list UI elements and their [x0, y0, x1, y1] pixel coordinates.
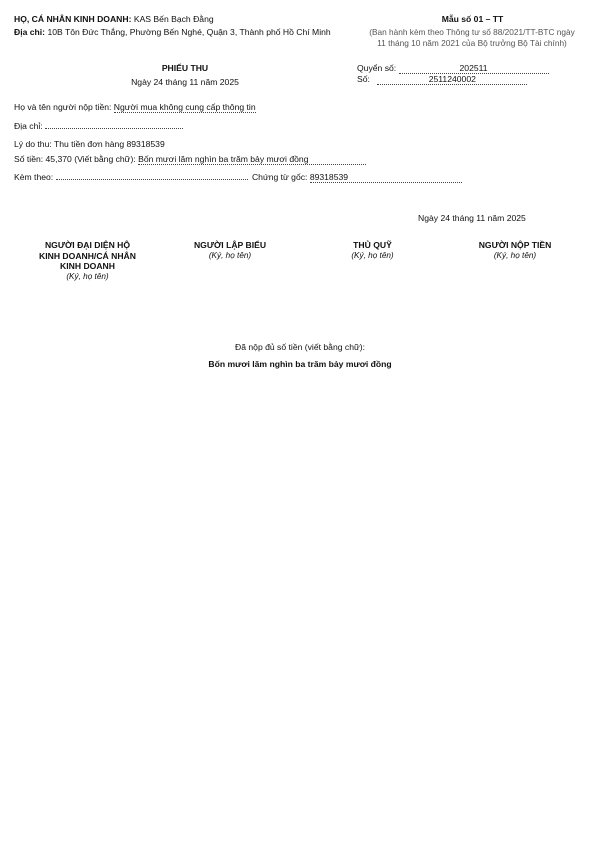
signature-cashier — [320, 240, 425, 261]
receipt-title: PHIẾU THU — [161, 63, 209, 73]
form-note-line2: 11 tháng 10 năm 2021 của Bộ trưởng Bộ Tài chính) — [377, 38, 567, 48]
signature-title-line2: KINH DOANH/CÁ NHÂN — [39, 250, 136, 261]
signature-sub: (Ký, họ tên) — [66, 271, 109, 281]
payer-address-line — [14, 121, 183, 131]
orig-doc-value: 89318539 — [310, 172, 462, 183]
amount-label: Số tiền: 45,370 (Viết bằng chữ): — [14, 154, 136, 164]
business-line — [14, 14, 214, 24]
payer-label: Họ và tên người nộp tiền: — [14, 102, 112, 112]
payer-address-label: Địa chỉ: — [14, 121, 43, 131]
signature-title-line3: KINH DOANH — [60, 261, 115, 271]
book-value: 202511 — [399, 63, 549, 74]
reason-line: Lý do thu: Thu tiền đơn hàng 89318539 — [14, 139, 165, 149]
book-number-line — [357, 63, 549, 74]
business-address-value: 10B Tôn Đức Thắng, Phường Bến Nghé, Quận 3, Thành phố Hồ Chí Minh — [47, 27, 331, 37]
signature-title: THỦ QUỸ — [353, 240, 392, 250]
paid-label: Đã nộp đủ số tiền (viết bằng chữ): — [235, 342, 365, 352]
attachment-label: Kèm theo: — [14, 172, 54, 182]
amount-line — [14, 154, 366, 165]
orig-doc-label: Chứng từ gốc: — [251, 172, 308, 182]
signature-sub: (Ký, họ tên) — [351, 250, 394, 260]
receipt-date: Ngày 24 tháng 11 năm 2025 — [131, 77, 239, 87]
signature-title-line1: NGƯỜI ĐẠI DIỆN HỘ — [44, 240, 131, 250]
signature-sub: (Ký, họ tên) — [208, 250, 252, 260]
business-name: KAS Bến Bạch Đằng — [133, 14, 214, 24]
form-number: Mẫu số 01 – TT — [441, 14, 504, 24]
sign-date: Ngày 24 tháng 11 năm 2025 — [418, 213, 526, 223]
book-label: Quyển số: — [357, 63, 397, 73]
signature-sub: (Ký, họ tên) — [493, 250, 537, 260]
signature-business-rep — [25, 240, 150, 282]
receipt-number-label: Số: — [357, 74, 370, 84]
business-address-line — [14, 27, 331, 37]
signature-payer — [460, 240, 570, 261]
signature-title: NGƯỜI NỘP TIỀN — [478, 240, 552, 250]
signature-title: NGƯỜI LẬP BIỂU — [193, 240, 267, 250]
payer-line — [14, 102, 256, 113]
attachment-line — [14, 172, 462, 183]
receipt-number-value: 2511240002 — [377, 74, 527, 85]
business-label: HỌ, CÁ NHÂN KINH DOANH: — [14, 14, 132, 24]
signature-preparer — [175, 240, 285, 261]
amount-words: Bốn mươi lăm nghìn ba trăm bảy mươi đồng — [138, 154, 366, 165]
receipt-number-line — [357, 74, 527, 85]
form-note-line1: (Ban hành kèm theo Thông tư số 88/2021/TT-BTC ngày — [369, 27, 575, 37]
business-address-label: Địa chỉ: — [14, 27, 46, 37]
attachment-value — [56, 179, 248, 180]
paid-words: Bốn mươi lăm nghìn ba trăm bảy mươi đồng — [208, 359, 392, 369]
payer-address-value — [45, 128, 183, 129]
payer-value: Người mua không cung cấp thông tin — [113, 102, 256, 112]
